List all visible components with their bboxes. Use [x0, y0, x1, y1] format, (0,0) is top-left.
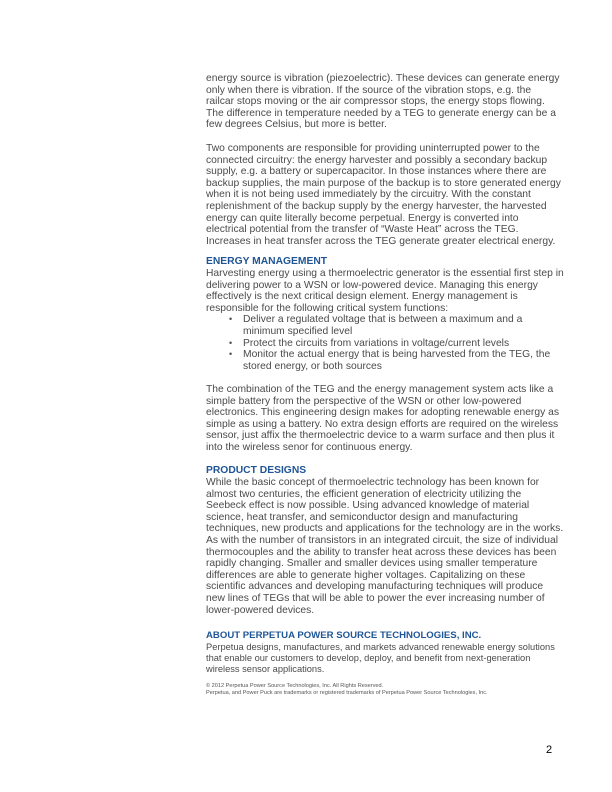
bullet-text-line: stored energy, or both sources	[243, 360, 382, 372]
text-line: simple battery from the perspective of the WSN or other low-powered	[206, 395, 522, 407]
text-line: responsible for the following critical system functions:	[206, 302, 449, 314]
text-line: effectively is the next critical design element. Energy management is	[206, 291, 518, 303]
text-line: energy source is vibration (piezoelectric). These devices can generate energy	[206, 73, 560, 84]
bullet-item	[206, 314, 566, 337]
text-line: thermocouples and the ability to transfer heat across these devices has been	[206, 546, 557, 558]
page-number: 2	[546, 744, 553, 756]
text-line: sensor, just affix the thermoelectric device to a warm surface and then plus it	[206, 430, 555, 442]
text-line: scientific advances and developing manufacturing techniques will produce	[206, 581, 544, 593]
bullet-item	[206, 349, 566, 372]
section-product-designs	[206, 465, 566, 616]
text-line: almost two centuries, the efficient generation of electricity utilizing the	[206, 488, 522, 500]
text-line: Harvesting energy using a thermoelectric generator is the essential first step in	[206, 268, 564, 279]
text-line: lower-powered devices.	[206, 604, 315, 616]
section-heading: ENERGY MANAGEMENT	[206, 256, 328, 267]
section-body	[206, 477, 566, 616]
text-line: wireless sensor applications.	[206, 664, 325, 674]
section-intro	[206, 268, 566, 314]
trademark-notice: Perpetua, and Power Puck are trademarks or registered trademarks of Perpetua Power Source Technologies, Inc.	[206, 690, 488, 696]
bullet-icon: •	[229, 314, 233, 325]
section-about	[206, 630, 566, 697]
text-line: Two components are responsible for providing uninterrupted power to the	[206, 143, 540, 154]
bullet-text-line: Monitor the actual energy that is being harvested from the TEG, the	[243, 349, 551, 361]
text-line: only when there is vibration. If the source of the vibration stops, e.g. the	[206, 84, 532, 96]
copyright-notice: © 2012 Perpetua Power Source Technologies, Inc. All Rights Reserved.	[206, 683, 384, 689]
text-line: energy can quite literally become perpetual. Energy is converted into	[206, 212, 519, 224]
text-line: The combination of the TEG and the energy management system acts like a	[206, 384, 554, 395]
text-line: that enable our customers to develop, deploy, and benefit from next-generation	[206, 653, 531, 663]
paragraph-combination	[206, 384, 566, 454]
text-line: electrical potential from the transfer of “Waste Heat” across the TEG.	[206, 224, 519, 236]
text-line: While the basic concept of thermoelectric technology has been known for	[206, 477, 540, 488]
bullet-list	[206, 314, 566, 372]
text-line: rapidly changing. Smaller and smaller devices using smaller temperature	[206, 558, 538, 570]
text-line: simple as using a battery. No extra design efforts are required on the wireless	[206, 418, 559, 430]
text-line: connected circuitry: the energy harvester and possibly a secondary backup	[206, 154, 548, 166]
section-body	[206, 642, 566, 675]
text-line: differences are able to generate higher voltages. Capitalizing on these	[206, 569, 526, 581]
text-line: railcar stops moving or the air compressor stops, the energy stops flowing.	[206, 96, 545, 108]
text-line: Seebeck effect is now possible. Using advanced knowledge of material	[206, 500, 530, 512]
text-line: Perpetua designs, manufactures, and markets advanced renewable energy solutions	[206, 642, 555, 652]
text-line: replenishment of the backup supply by the energy harvester, the harvested	[206, 200, 547, 212]
text-line: techniques, new products and applications for the technology are in the works.	[206, 523, 564, 535]
paragraph-vibration	[206, 73, 566, 131]
section-energy-management	[206, 256, 566, 372]
paragraph-components	[206, 143, 566, 247]
bullet-text-line: Deliver a regulated voltage that is between a maximum and a	[243, 314, 523, 326]
bullet-text-line: minimum specified level	[243, 325, 353, 337]
text-line: backup supplies, the main purpose of the backup is to store generated energy	[206, 177, 561, 189]
text-line: science, heat transfer, and semiconductor design and manufacturing	[206, 511, 518, 523]
text-line: into the wireless senor for continuous energy.	[206, 441, 413, 453]
section-heading: ABOUT PERPETUA POWER SOURCE TECHNOLOGIES, INC.	[206, 630, 482, 641]
text-line: delivering power to a WSN or low-powered device. Managing this energy	[206, 279, 538, 291]
text-line: supply, e.g. a battery or supercapacitor. In those instances where there are	[206, 166, 547, 178]
text-line: few degrees Celsius, but more is better.	[206, 119, 387, 131]
text-line: Increases in heat transfer across the TEG generate greater electrical energy.	[206, 235, 556, 247]
bullet-icon: •	[229, 349, 233, 360]
text-line: new lines of TEGs that will be able to power the ever increasing number of	[206, 592, 545, 604]
bullet-text-line: Protect the circuits from variations in voltage/current levels	[243, 337, 510, 349]
text-line: The difference in temperature needed by a TEG to generate energy can be a	[206, 107, 556, 119]
bullet-icon: •	[229, 337, 233, 348]
text-line: when it is not being used immediately by the circuitry. With the constant	[206, 189, 531, 201]
section-heading: PRODUCT DESIGNS	[206, 465, 307, 476]
text-line: electronics. This engineering design makes for adopting renewable energy as	[206, 407, 559, 419]
text-line: As with the number of transistors in an integrated circuit, the size of individual	[206, 534, 558, 546]
bullet-item	[206, 338, 566, 350]
